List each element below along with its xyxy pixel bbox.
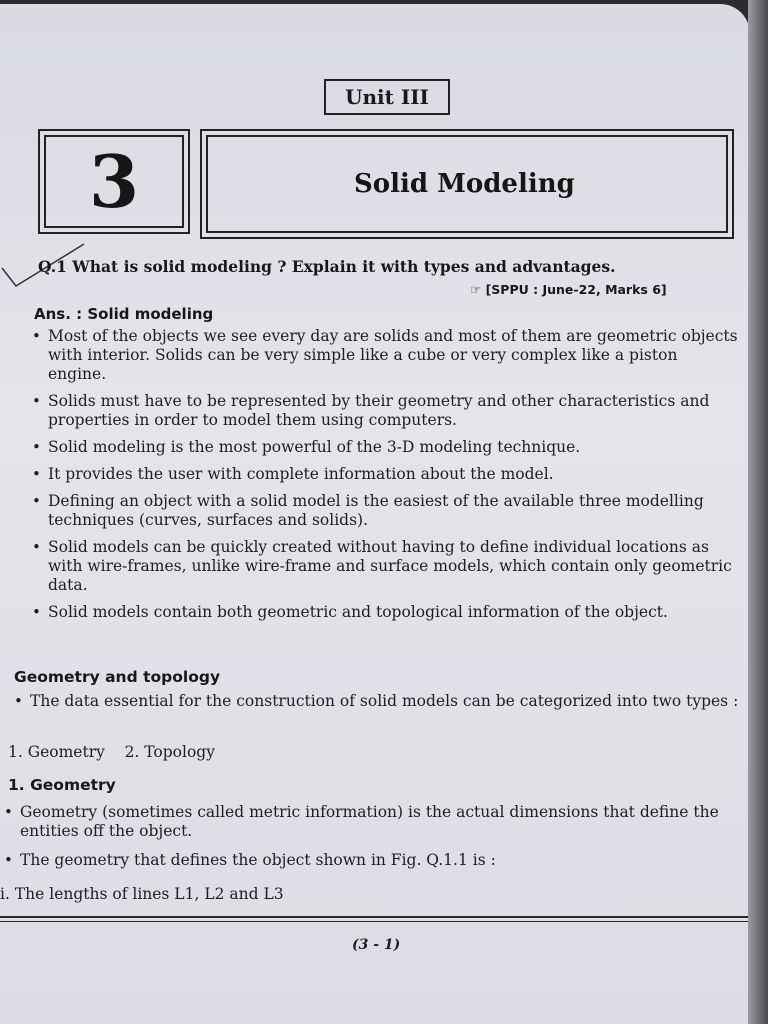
page-number: (3 - 1) bbox=[352, 937, 401, 953]
list-item: • Most of the objects we see every day are solids and most of them are geometric objects with interior. Solids can be very simple like a cube or very complex like a piston engine. bbox=[32, 327, 740, 384]
list-item: • Solid models contain both geometric and topological information of the object. bbox=[32, 603, 740, 622]
intro-bullet-list bbox=[32, 327, 740, 622]
footer-rule-top bbox=[0, 916, 750, 918]
geometry-bullet-list bbox=[4, 803, 744, 870]
lines-item: i. The lengths of lines L1, L2 and L3 bbox=[0, 885, 284, 903]
chapter-title-box bbox=[200, 129, 734, 239]
geometry-topology-heading: Geometry and topology bbox=[14, 668, 221, 686]
list-item: • Geometry (sometimes called metric information) is the actual dimensions that define the entities off the object. bbox=[4, 803, 744, 841]
exam-reference: ☞ [SPPU : June-22, Marks 6] bbox=[470, 282, 667, 297]
unit-label-box bbox=[324, 79, 450, 115]
chapter-number: 3 bbox=[88, 139, 140, 224]
list-item: • It provides the user with complete information about the model. bbox=[32, 465, 740, 484]
footer-rule-bottom bbox=[0, 921, 750, 922]
types-line: 1. Geometry 2. Topology bbox=[8, 743, 215, 761]
book-page bbox=[0, 4, 750, 1024]
list-item: • The data essential for the construction of solid models can be categorized into two types : bbox=[14, 692, 740, 711]
list-item: • Defining an object with a solid model is the easiest of the available three modelling techniques (curves, surfaces and solids). bbox=[32, 492, 740, 530]
list-item: • The geometry that defines the object shown in Fig. Q.1.1 is : bbox=[4, 851, 744, 870]
geometry-heading: 1. Geometry bbox=[8, 776, 116, 794]
list-item: • Solid models can be quickly created without having to define individual locations as with wire-frames, unlike wire-frame and surface models, which contain only geometric data. bbox=[32, 538, 740, 595]
question-text: Q.1 What is solid modeling ? Explain it with types and advantages. bbox=[38, 257, 616, 276]
chapter-title: Solid Modeling bbox=[354, 169, 575, 199]
pointing-hand-icon: ☞ bbox=[470, 282, 486, 297]
page-edge-shadow bbox=[748, 0, 768, 1024]
list-item: • Solid modeling is the most powerful of the 3-D modeling technique. bbox=[32, 438, 740, 457]
answer-heading: Ans. : Solid modeling bbox=[34, 305, 214, 323]
geometry-topology-list bbox=[14, 692, 740, 711]
list-item: • Solids must have to be represented by their geometry and other characteristics and properties in order to model them using computers. bbox=[32, 392, 740, 430]
unit-label: Unit III bbox=[345, 85, 429, 109]
chapter-number-box bbox=[38, 129, 190, 234]
